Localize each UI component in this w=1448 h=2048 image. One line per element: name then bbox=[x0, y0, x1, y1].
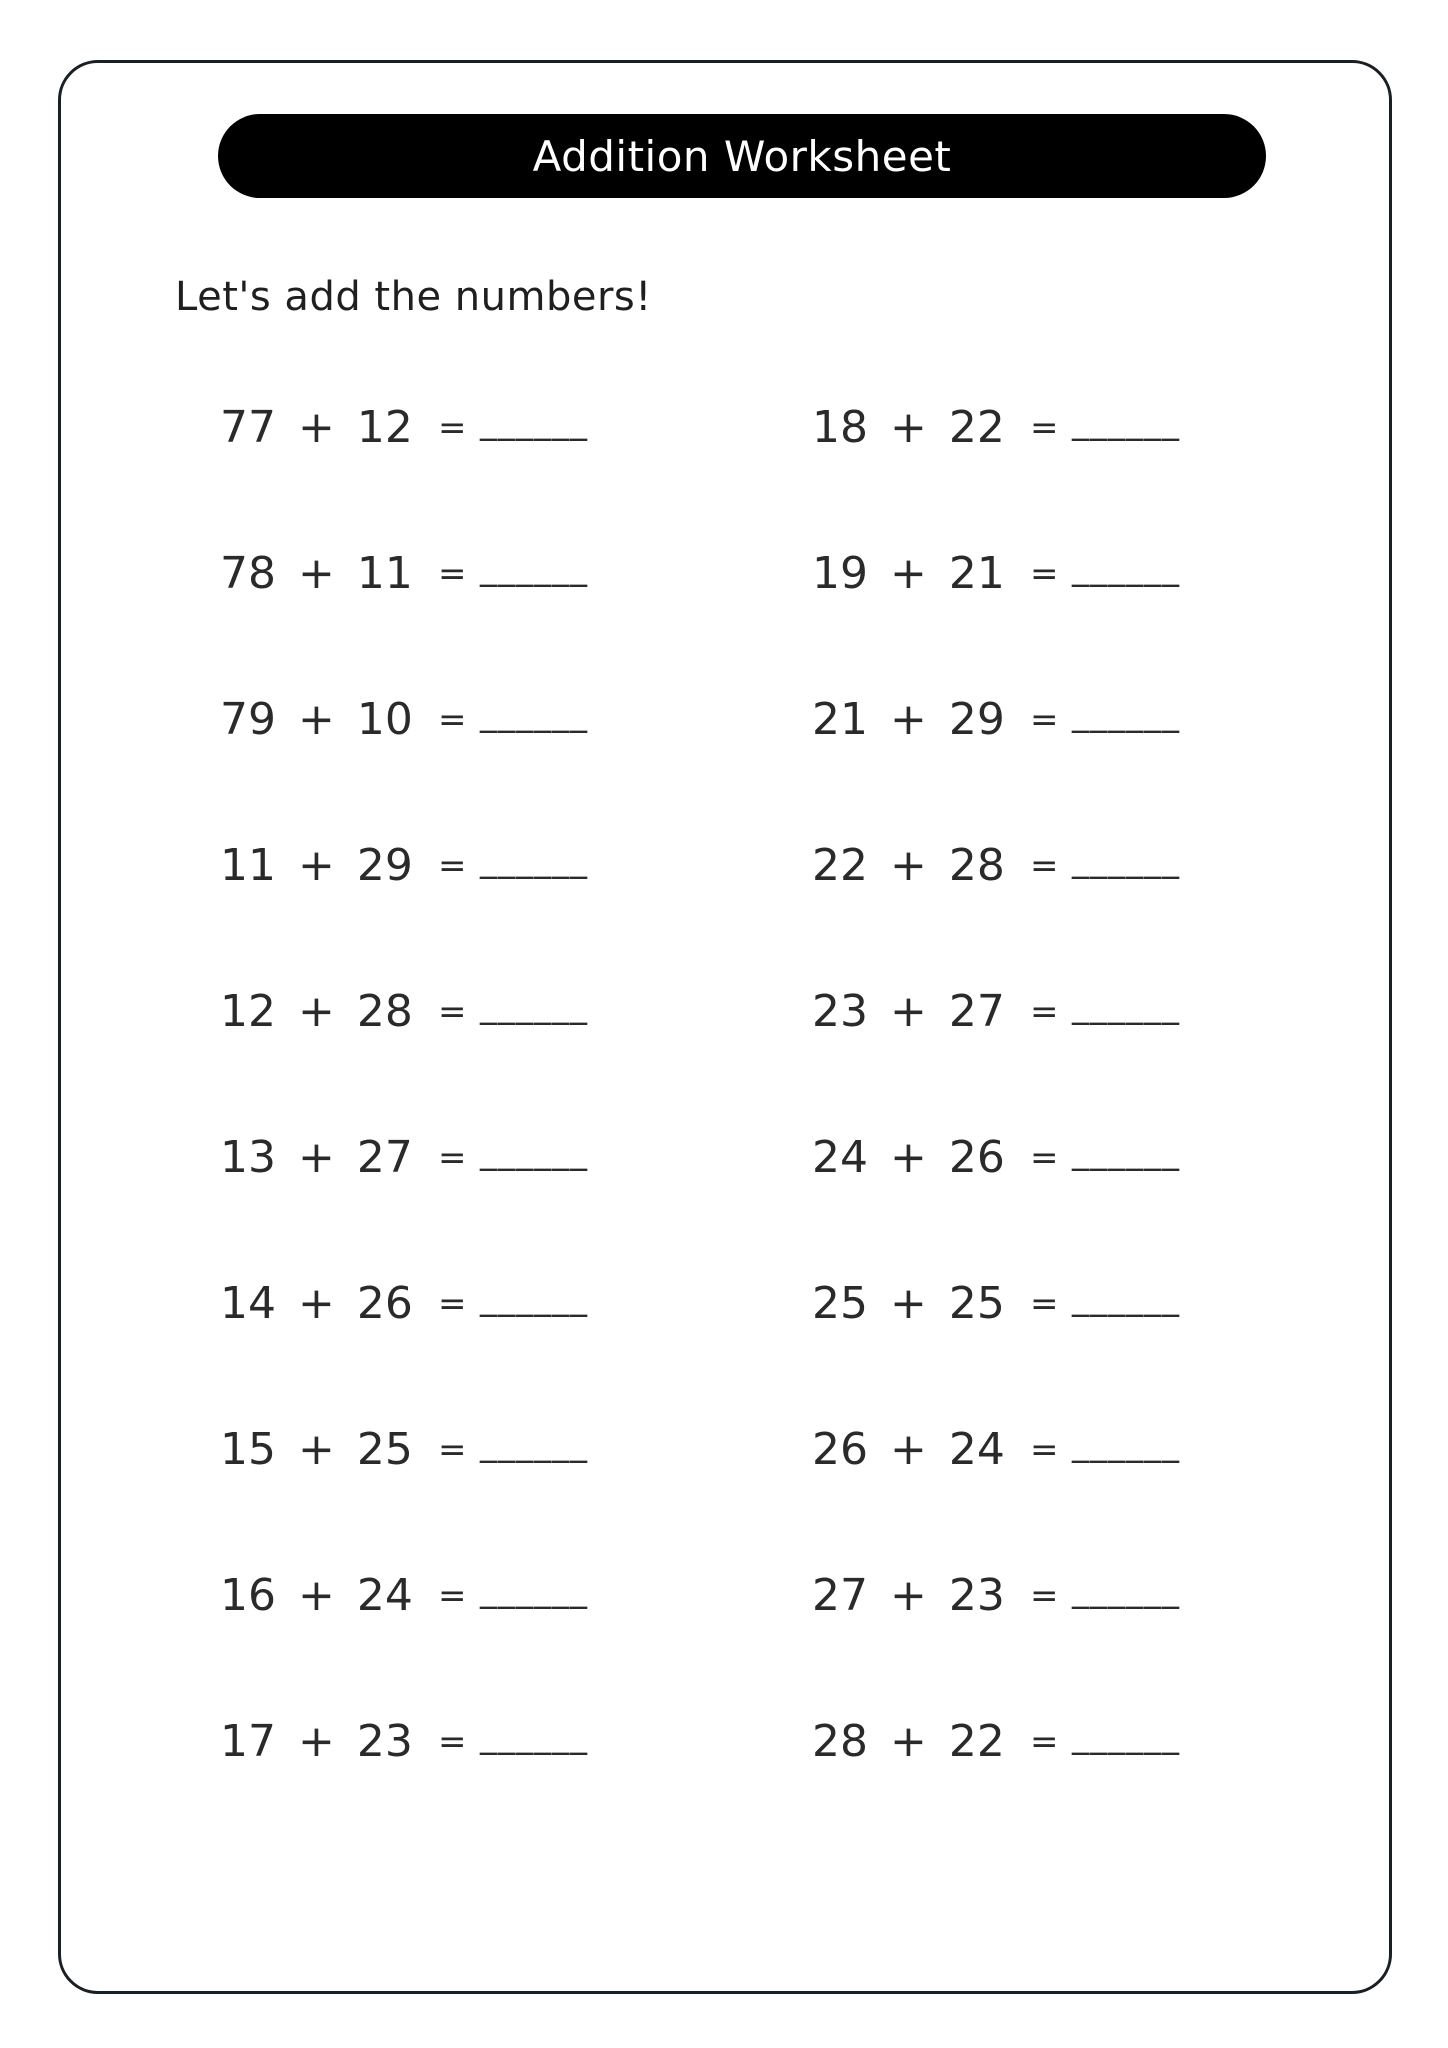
problem-expression: 22 + 28 bbox=[812, 840, 1005, 891]
answer-blank[interactable]: ______ bbox=[480, 1278, 588, 1318]
problem-expression: 12 + 28 bbox=[220, 986, 413, 1037]
problem-expression: 13 + 27 bbox=[220, 1132, 413, 1183]
answer-blank[interactable]: ______ bbox=[480, 694, 588, 734]
answer-blank[interactable]: ______ bbox=[480, 1132, 588, 1172]
answer-blank[interactable]: ______ bbox=[480, 402, 588, 442]
equals-sign: = bbox=[438, 1138, 467, 1178]
equals-sign: = bbox=[438, 992, 467, 1032]
equals-sign: = bbox=[438, 1284, 467, 1324]
equals-sign: = bbox=[438, 1576, 467, 1616]
equals-sign: = bbox=[438, 1430, 467, 1470]
problem-expression: 78 + 11 bbox=[220, 548, 413, 599]
answer-blank[interactable]: ______ bbox=[1072, 840, 1180, 880]
problem-expression: 17 + 23 bbox=[220, 1716, 413, 1767]
answer-blank[interactable]: ______ bbox=[1072, 694, 1180, 734]
worksheet-title: Addition Worksheet bbox=[532, 131, 952, 181]
problem-expression: 79 + 10 bbox=[220, 694, 413, 745]
answer-blank[interactable]: ______ bbox=[480, 1570, 588, 1610]
problem-expression: 16 + 24 bbox=[220, 1570, 413, 1621]
answer-blank[interactable]: ______ bbox=[480, 1716, 588, 1756]
answer-blank[interactable]: ______ bbox=[1072, 402, 1180, 442]
title-banner bbox=[218, 114, 1266, 198]
answer-blank[interactable]: ______ bbox=[1072, 548, 1180, 588]
problem-expression: 15 + 25 bbox=[220, 1424, 413, 1475]
answer-blank[interactable]: ______ bbox=[1072, 1716, 1180, 1756]
answer-blank[interactable]: ______ bbox=[480, 548, 588, 588]
equals-sign: = bbox=[1030, 408, 1059, 448]
answer-blank[interactable]: ______ bbox=[1072, 1278, 1180, 1318]
problem-expression: 27 + 23 bbox=[812, 1570, 1005, 1621]
problem-expression: 21 + 29 bbox=[812, 694, 1005, 745]
answer-blank[interactable]: ______ bbox=[1072, 1132, 1180, 1172]
equals-sign: = bbox=[1030, 700, 1059, 740]
instruction-text: Let's add the numbers! bbox=[175, 274, 652, 320]
equals-sign: = bbox=[1030, 1430, 1059, 1470]
problem-expression: 11 + 29 bbox=[220, 840, 413, 891]
problem-expression: 28 + 22 bbox=[812, 1716, 1005, 1767]
equals-sign: = bbox=[1030, 1284, 1059, 1324]
problem-expression: 77 + 12 bbox=[220, 402, 413, 453]
equals-sign: = bbox=[438, 1722, 467, 1762]
problem-expression: 26 + 24 bbox=[812, 1424, 1005, 1475]
problem-expression: 18 + 22 bbox=[812, 402, 1005, 453]
answer-blank[interactable]: ______ bbox=[480, 1424, 588, 1464]
problem-expression: 24 + 26 bbox=[812, 1132, 1005, 1183]
problem-expression: 23 + 27 bbox=[812, 986, 1005, 1037]
equals-sign: = bbox=[438, 846, 467, 886]
equals-sign: = bbox=[1030, 846, 1059, 886]
equals-sign: = bbox=[438, 408, 467, 448]
problem-expression: 19 + 21 bbox=[812, 548, 1005, 599]
equals-sign: = bbox=[1030, 1722, 1059, 1762]
equals-sign: = bbox=[438, 554, 467, 594]
answer-blank[interactable]: ______ bbox=[480, 986, 588, 1026]
equals-sign: = bbox=[1030, 554, 1059, 594]
equals-sign: = bbox=[438, 700, 467, 740]
answer-blank[interactable]: ______ bbox=[1072, 986, 1180, 1026]
answer-blank[interactable]: ______ bbox=[480, 840, 588, 880]
equals-sign: = bbox=[1030, 1576, 1059, 1616]
problem-expression: 14 + 26 bbox=[220, 1278, 413, 1329]
problem-expression: 25 + 25 bbox=[812, 1278, 1005, 1329]
equals-sign: = bbox=[1030, 992, 1059, 1032]
answer-blank[interactable]: ______ bbox=[1072, 1424, 1180, 1464]
equals-sign: = bbox=[1030, 1138, 1059, 1178]
answer-blank[interactable]: ______ bbox=[1072, 1570, 1180, 1610]
